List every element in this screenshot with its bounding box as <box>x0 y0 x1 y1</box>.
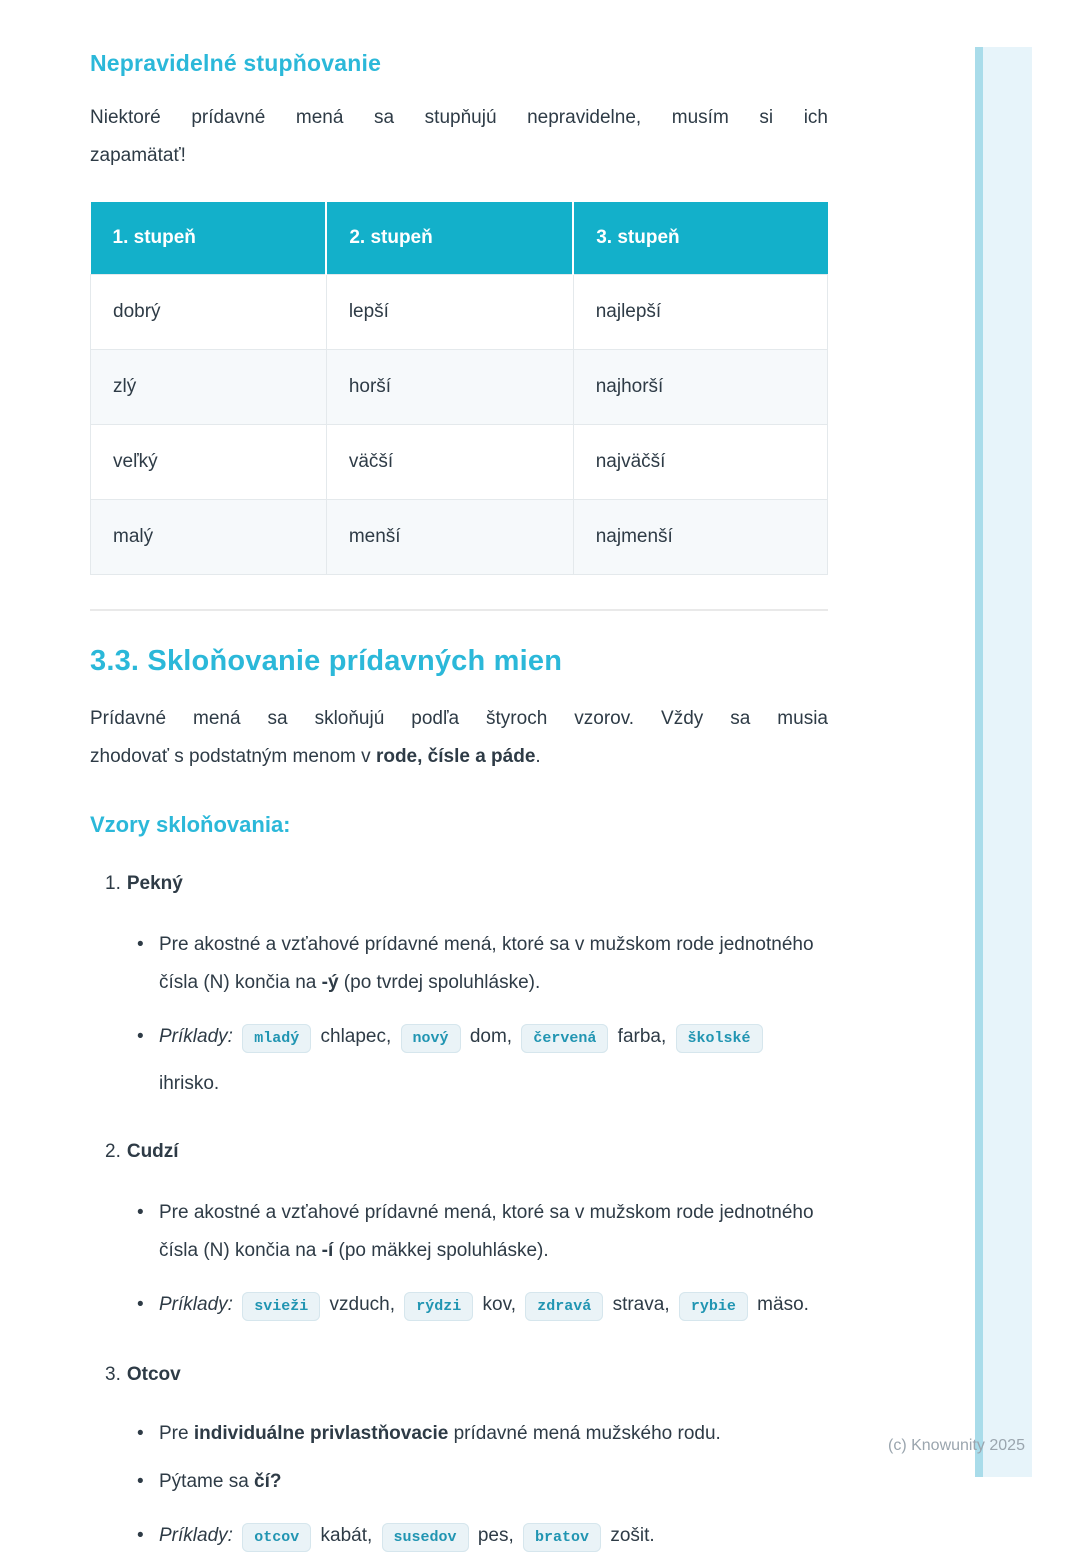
intro-paragraph <box>90 99 828 175</box>
text-segment: ihrisko. <box>159 1073 220 1094</box>
table-header-cell: 2. stupeň <box>326 202 573 275</box>
table-cell: menší <box>326 500 573 575</box>
bullet-item <box>137 1513 828 1560</box>
table-cell: najlepší <box>573 275 827 350</box>
table-cell: najhorší <box>573 350 827 425</box>
paragraph-line: Prídavné mená sa skloňujú podľa štyroch vzorov. Vždy sa musia <box>90 708 828 729</box>
text-segment: strava, <box>607 1294 675 1315</box>
paragraph-line: zapamätať! <box>90 145 186 166</box>
text-segment: (po mäkkej spoluhláske). <box>333 1240 549 1261</box>
table-header-cell: 1. stupeň <box>91 202 327 275</box>
pattern-name: Pekný <box>126 873 183 894</box>
text-segment: -ý <box>321 972 339 993</box>
table-cell: horší <box>326 350 573 425</box>
patterns-list <box>90 870 828 1560</box>
page-edge-bar-dark <box>975 47 983 1477</box>
bullet-text <box>159 1282 828 1329</box>
bullet-marker <box>137 1415 159 1453</box>
table-cell: dobrý <box>91 275 327 350</box>
text-segment: kov, <box>477 1294 522 1315</box>
text-segment: zošit. <box>605 1525 655 1546</box>
bullet-marker <box>137 1194 159 1270</box>
paragraph-line <box>90 738 828 776</box>
pattern-name: Otcov <box>126 1364 181 1385</box>
bullet-marker <box>137 1014 159 1106</box>
bullet-marker <box>137 1513 159 1560</box>
bullet-marker <box>137 1463 159 1501</box>
table-header-row <box>91 202 828 275</box>
pattern-bullets <box>137 926 828 1106</box>
text-segment: Pre akostné a vzťahové prídavné mená, ktoré sa v mužskom rode jednotného čísla (N) končia na <box>159 934 814 993</box>
bullet-item <box>137 1014 828 1106</box>
table-cell: najmenší <box>573 500 827 575</box>
declension-paragraph <box>90 700 828 776</box>
code-badge: mladý <box>242 1024 311 1053</box>
text-segment: kabát, <box>315 1525 378 1546</box>
text-segment: individuálne privlastňovacie <box>193 1423 449 1444</box>
bullet-text <box>159 1014 828 1106</box>
text-segment: Pýtame sa <box>159 1471 255 1492</box>
table-cell: najväčší <box>573 425 827 500</box>
text-segment: pes, <box>472 1525 520 1546</box>
document-content <box>90 0 828 1560</box>
pattern-bullets <box>137 1415 828 1560</box>
copyright-notice: (c) Knowunity 2025 <box>888 1437 1025 1454</box>
code-badge: svieži <box>242 1292 320 1321</box>
subheading-declension-patterns: Vzory skloňovania: <box>90 812 291 837</box>
text-segment: (po tvrdej spoluhláske). <box>338 972 541 993</box>
text-segment: . <box>535 746 541 767</box>
bullet-item <box>137 1463 828 1501</box>
bullet-item <box>137 1415 828 1453</box>
bullet-text <box>159 1415 828 1453</box>
table-cell: lepší <box>326 275 573 350</box>
text-segment <box>233 1294 238 1315</box>
bullet-item <box>137 926 828 1002</box>
text-segment <box>233 1525 238 1546</box>
paragraph-line: Niektoré prídavné mená sa stupňujú nepravidelne, musím si ich <box>90 107 828 128</box>
table-row <box>91 275 828 350</box>
table-row <box>91 350 828 425</box>
text-segment: vzduch, <box>324 1294 401 1315</box>
bullet-text <box>159 1194 828 1270</box>
pattern-item-pekny <box>105 870 828 1106</box>
text-segment: Príklady: <box>159 1525 233 1546</box>
text-segment: zhodovať s podstatným menom v <box>90 746 376 767</box>
code-badge: susedov <box>382 1523 469 1552</box>
page-edge-bar-light <box>983 47 1032 1477</box>
pattern-bullets <box>137 1194 828 1329</box>
code-badge: bratov <box>523 1523 601 1552</box>
table-row <box>91 500 828 575</box>
text-segment: dom, <box>464 1026 518 1047</box>
bullet-item <box>137 1282 828 1329</box>
bullet-text <box>159 1513 828 1560</box>
text-segment: chlapec, <box>315 1026 397 1047</box>
section-heading-irregular-comparison: Nepravidelné stupňovanie <box>90 50 382 76</box>
text-segment <box>233 1026 238 1047</box>
table-cell: zlý <box>91 350 327 425</box>
code-badge: rýdzi <box>404 1292 473 1321</box>
code-badge: zdravá <box>525 1292 603 1321</box>
pattern-title <box>105 870 828 898</box>
text-segment: prídavné mená mužského rodu. <box>448 1423 721 1444</box>
text-segment: mäso. <box>751 1294 809 1315</box>
table-row <box>91 425 828 500</box>
code-badge: školské <box>676 1024 763 1053</box>
bullet-marker <box>137 1282 159 1329</box>
chapter-heading-declension: 3.3. Skloňovanie prídavných mien <box>90 645 563 677</box>
text-segment: Pre akostné a vzťahové prídavné mená, ktoré sa v mužskom rode jednotného čísla (N) končia na <box>159 1202 814 1261</box>
table-cell: malý <box>91 500 327 575</box>
pattern-title <box>105 1138 828 1166</box>
section-divider <box>90 609 828 611</box>
pattern-item-otcov <box>105 1361 828 1560</box>
code-badge: červená <box>521 1024 608 1053</box>
comparison-table <box>90 202 828 575</box>
table-cell: veľký <box>91 425 327 500</box>
pattern-name: Cudzí <box>126 1141 179 1162</box>
pattern-title <box>105 1361 828 1389</box>
code-badge: rybie <box>679 1292 748 1321</box>
pattern-item-cudzi <box>105 1138 828 1329</box>
list-number: 2. <box>105 1141 121 1162</box>
bullet-text <box>159 1463 828 1501</box>
table-header-cell: 3. stupeň <box>573 202 827 275</box>
text-segment: -í <box>321 1240 334 1261</box>
bullet-text <box>159 926 828 1002</box>
bullet-item <box>137 1194 828 1270</box>
text-segment: rode, čísle a páde <box>375 746 536 767</box>
table-cell: väčší <box>326 425 573 500</box>
code-badge: nový <box>401 1024 461 1053</box>
text-segment: farba, <box>612 1026 672 1047</box>
text-segment: Pre <box>159 1423 194 1444</box>
bullet-marker <box>137 926 159 1002</box>
text-segment: čí? <box>254 1471 282 1492</box>
text-segment: Príklady: <box>159 1026 233 1047</box>
list-number: 3. <box>105 1364 121 1385</box>
list-number: 1. <box>105 873 121 894</box>
code-badge: otcov <box>242 1523 311 1552</box>
text-segment: Príklady: <box>159 1294 233 1315</box>
